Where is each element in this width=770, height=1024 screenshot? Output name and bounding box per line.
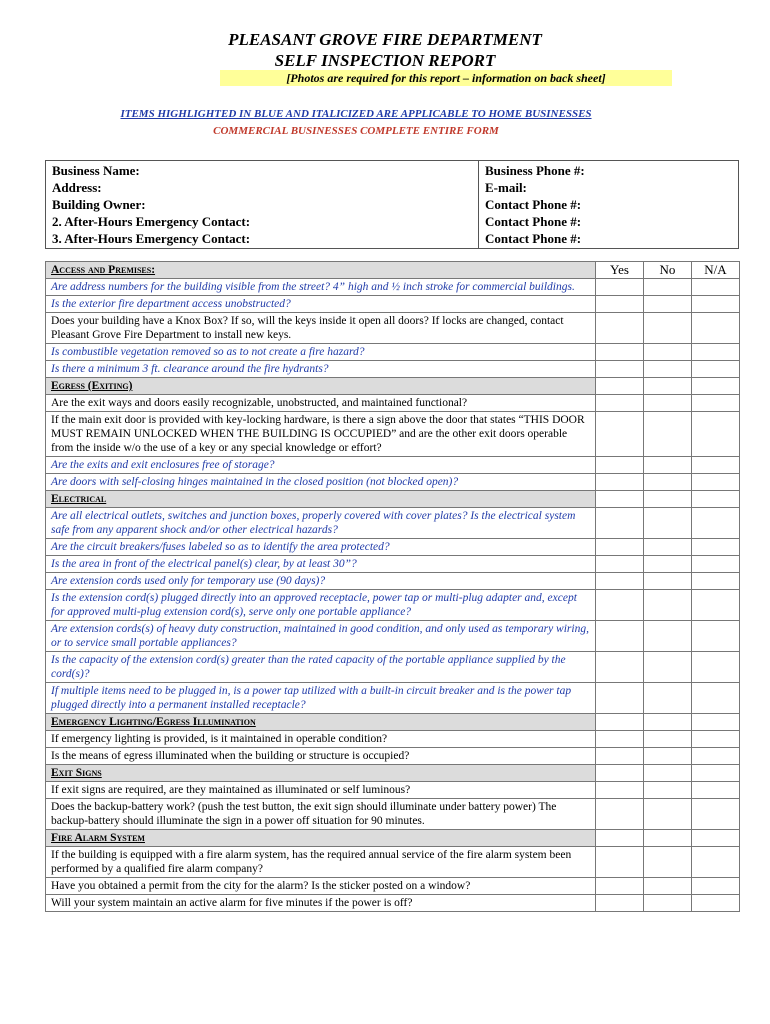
answer-na-cell[interactable]: [692, 895, 740, 912]
question-text: If the main exit door is provided with key-locking hardware, is there a sign above the door that states “THIS DOOR MUST REMAIN UNLOCKED WHEN THE BUILDING IS OCCUPIED” and are the other exit doors operable from the inside w/o the use of a key or any special knowledge or effort?: [46, 412, 596, 457]
blank-cell: [692, 491, 740, 508]
answer-na-cell[interactable]: [692, 731, 740, 748]
section-title: [46, 714, 596, 731]
table-row: [46, 895, 740, 912]
section-title: [46, 491, 596, 508]
answer-yes-cell[interactable]: [596, 361, 644, 378]
blank-cell: [644, 378, 692, 395]
section-title-text: Exit Signs: [51, 767, 102, 779]
question-text: If the building is equipped with a fire alarm system, has the required annual service of the fire alarm system been performed by a qualified fire alarm company?: [46, 847, 596, 878]
answer-no-cell[interactable]: [644, 590, 692, 621]
answer-yes-cell[interactable]: [596, 895, 644, 912]
table-row: [46, 748, 740, 765]
home-business-notice: [0, 108, 712, 120]
question-text: Does your building have a Knox Box? If so, will the keys inside it open all doors? If locks are changed, contact Pleasant Grove Fire Department to install new keys.: [46, 313, 596, 344]
answer-no-cell[interactable]: [644, 556, 692, 573]
answer-yes-cell[interactable]: [596, 621, 644, 652]
question-text: Are all electrical outlets, switches and junction boxes, properly covered with cover plates? Is the electrical system safe from any apparent shock and/or other electrical hazards?: [46, 508, 596, 539]
answer-no-cell[interactable]: [644, 683, 692, 714]
answer-na-cell[interactable]: [692, 508, 740, 539]
section-title-text: Egress (Exiting): [51, 380, 133, 392]
table-row: [46, 799, 740, 830]
blank-cell: [644, 765, 692, 782]
question-text: Are address numbers for the building visible from the street? 4” high and ½ inch stroke for commercial buildings.: [46, 279, 596, 296]
answer-na-cell[interactable]: [692, 474, 740, 491]
blank-cell: [692, 378, 740, 395]
question-text: Is the area in front of the electrical panel(s) clear, by at least 30”?: [46, 556, 596, 573]
table-row: [46, 683, 740, 714]
answer-na-cell[interactable]: [692, 782, 740, 799]
answer-yes-cell[interactable]: [596, 395, 644, 412]
title-line-2: SELF INSPECTION REPORT: [274, 51, 496, 70]
table-row: [46, 731, 740, 748]
table-row: [46, 878, 740, 895]
answer-na-cell[interactable]: [692, 799, 740, 830]
table-row: [46, 361, 740, 378]
question-text: Is the capacity of the extension cord(s) greater than the rated capacity of the portable appliance supplied by the cord(s)?: [46, 652, 596, 683]
question-text: If multiple items need to be plugged in, is a power tap utilized with a built-in circuit breaker and is the power tap plugged directly into a permanent installed receptacle?: [46, 683, 596, 714]
answer-na-cell[interactable]: [692, 296, 740, 313]
answer-yes-cell[interactable]: [596, 652, 644, 683]
contact-phone-label: Contact Phone #:: [485, 214, 582, 229]
answer-no-cell[interactable]: [644, 799, 692, 830]
answer-no-cell[interactable]: [644, 539, 692, 556]
answer-no-cell[interactable]: [644, 508, 692, 539]
section-title-text: Emergency Lighting/Egress Illumination: [51, 716, 256, 728]
table-row: [46, 556, 740, 573]
answer-yes-cell[interactable]: [596, 799, 644, 830]
answer-yes-cell[interactable]: [596, 556, 644, 573]
column-header-yes: Yes: [596, 262, 644, 279]
question-text: If emergency lighting is provided, is it maintained in operable condition?: [46, 731, 596, 748]
answer-na-cell[interactable]: [692, 344, 740, 361]
blank-cell: [692, 765, 740, 782]
question-text: Will your system maintain an active alarm for five minutes if the power is off?: [46, 895, 596, 912]
answer-yes-cell[interactable]: [596, 590, 644, 621]
section-title: [46, 378, 596, 395]
answer-no-cell[interactable]: [644, 878, 692, 895]
section-header-row: [46, 830, 740, 847]
table-row: [46, 474, 740, 491]
question-text: Are extension cords used only for temporary use (90 days)?: [46, 573, 596, 590]
contact-phone-label: Contact Phone #:: [485, 197, 582, 212]
table-row: [46, 313, 740, 344]
blank-cell: [644, 830, 692, 847]
answer-na-cell[interactable]: [692, 878, 740, 895]
answer-no-cell[interactable]: [644, 652, 692, 683]
emergency-contact-3-label: 3. After-Hours Emergency Contact:: [52, 231, 251, 246]
answer-no-cell[interactable]: [644, 847, 692, 878]
answer-na-cell[interactable]: [692, 412, 740, 457]
answer-yes-cell[interactable]: [596, 508, 644, 539]
answer-na-cell[interactable]: [692, 621, 740, 652]
answer-no-cell[interactable]: [644, 279, 692, 296]
section-header-row: [46, 765, 740, 782]
answer-no-cell[interactable]: [644, 782, 692, 799]
answer-yes-cell[interactable]: [596, 296, 644, 313]
answer-na-cell[interactable]: [692, 590, 740, 621]
answer-yes-cell[interactable]: [596, 279, 644, 296]
question-text: Are the exit ways and doors easily recognizable, unobstructed, and maintained functional?: [46, 395, 596, 412]
question-text: Is the means of egress illuminated when the building or structure is occupied?: [46, 748, 596, 765]
question-text: If exit signs are required, are they maintained as illuminated or self luminous?: [46, 782, 596, 799]
section-title: [46, 830, 596, 847]
section-header-row: [46, 714, 740, 731]
blank-cell: [692, 714, 740, 731]
question-text: Are the exits and exit enclosures free of storage?: [46, 457, 596, 474]
table-row: [46, 296, 740, 313]
answer-yes-cell[interactable]: [596, 573, 644, 590]
question-text: Have you obtained a permit from the city for the alarm? Is the sticker posted on a window?: [46, 878, 596, 895]
section-title: [46, 765, 596, 782]
answer-na-cell[interactable]: [692, 361, 740, 378]
answer-yes-cell[interactable]: [596, 313, 644, 344]
email-label: E-mail:: [485, 180, 527, 195]
question-text: Are the circuit breakers/fuses labeled so as to identify the area protected?: [46, 539, 596, 556]
answer-na-cell[interactable]: [692, 539, 740, 556]
table-row: [46, 621, 740, 652]
answer-no-cell[interactable]: [644, 621, 692, 652]
answer-na-cell[interactable]: [692, 748, 740, 765]
section-header-row: [46, 491, 740, 508]
answer-yes-cell[interactable]: [596, 748, 644, 765]
column-header-na: N/A: [692, 262, 740, 279]
answer-yes-cell[interactable]: [596, 782, 644, 799]
answer-na-cell[interactable]: [692, 573, 740, 590]
table-row: [46, 457, 740, 474]
answer-na-cell[interactable]: [692, 683, 740, 714]
photo-notice: [Photos are required for this report – information on back sheet]: [220, 70, 672, 86]
emergency-contact-2-label: 2. After-Hours Emergency Contact:: [52, 214, 251, 229]
answer-na-cell[interactable]: [692, 847, 740, 878]
column-header-no: No: [644, 262, 692, 279]
answer-yes-cell[interactable]: [596, 731, 644, 748]
answer-na-cell[interactable]: [692, 457, 740, 474]
answer-na-cell[interactable]: [692, 556, 740, 573]
answer-no-cell[interactable]: [644, 361, 692, 378]
blank-cell: [596, 491, 644, 508]
business-info-table: [45, 160, 739, 249]
table-row: [46, 652, 740, 683]
question-text: Are doors with self-closing hinges maintained in the closed position (not blocked open)?: [46, 474, 596, 491]
answer-na-cell[interactable]: [692, 313, 740, 344]
answer-yes-cell[interactable]: [596, 847, 644, 878]
answer-no-cell[interactable]: [644, 412, 692, 457]
answer-no-cell[interactable]: [644, 573, 692, 590]
title-line-1: PLEASANT GROVE FIRE DEPARTMENT: [228, 30, 542, 49]
blank-cell: [596, 714, 644, 731]
section-header-row: [46, 262, 740, 279]
business-name-label: Business Name:: [52, 163, 140, 178]
answer-yes-cell[interactable]: [596, 539, 644, 556]
answer-na-cell[interactable]: [692, 395, 740, 412]
section-title-text: Electrical: [51, 493, 107, 505]
table-row: [46, 344, 740, 361]
answer-na-cell[interactable]: [692, 279, 740, 296]
section-title-text: Access and Premises:: [51, 264, 156, 276]
table-row: [46, 782, 740, 799]
inspection-table: [45, 261, 740, 912]
table-row: [46, 395, 740, 412]
blank-cell: [596, 378, 644, 395]
answer-no-cell[interactable]: [644, 296, 692, 313]
blank-cell: [596, 765, 644, 782]
table-row: [46, 573, 740, 590]
answer-yes-cell[interactable]: [596, 344, 644, 361]
answer-yes-cell[interactable]: [596, 457, 644, 474]
section-header-row: [46, 378, 740, 395]
contact-phone-label: Contact Phone #:: [485, 231, 582, 246]
home-business-notice-text: ITEMS HIGHLIGHTED IN BLUE AND ITALICIZED ARE APPLICABLE TO HOME BUSINESSES: [120, 108, 592, 120]
answer-no-cell[interactable]: [644, 731, 692, 748]
section-title: [46, 262, 596, 279]
question-text: Is combustible vegetation removed so as to not create a fire hazard?: [46, 344, 596, 361]
question-text: Is the exterior fire department access unobstructed?: [46, 296, 596, 313]
table-row: [46, 279, 740, 296]
answer-na-cell[interactable]: [692, 652, 740, 683]
table-row: [46, 590, 740, 621]
answer-no-cell[interactable]: [644, 474, 692, 491]
answer-yes-cell[interactable]: [596, 683, 644, 714]
table-row: [46, 508, 740, 539]
answer-yes-cell[interactable]: [596, 878, 644, 895]
answer-no-cell[interactable]: [644, 457, 692, 474]
question-text: Is there a minimum 3 ft. clearance around the fire hydrants?: [46, 361, 596, 378]
question-text: Is the extension cord(s) plugged directly into an approved receptacle, power tap or multi-plug adapter and, except for approved multi-plug extension cord(s), serve only one portable appliance?: [46, 590, 596, 621]
business-phone-label: Business Phone #:: [485, 163, 585, 178]
answer-no-cell[interactable]: [644, 395, 692, 412]
blank-cell: [644, 714, 692, 731]
table-row: [46, 412, 740, 457]
blank-cell: [692, 830, 740, 847]
answer-no-cell[interactable]: [644, 895, 692, 912]
question-text: Does the backup-battery work? (push the test button, the exit sign should illuminate under battery power) The backup-battery should illuminate the sign in a power off situation for 90 minutes.: [46, 799, 596, 830]
table-row: [46, 847, 740, 878]
address-label: Address:: [52, 180, 102, 195]
blank-cell: [596, 830, 644, 847]
blank-cell: [644, 491, 692, 508]
answer-yes-cell[interactable]: [596, 412, 644, 457]
commercial-notice: COMMERCIAL BUSINESSES COMPLETE ENTIRE FORM: [213, 125, 499, 137]
answer-no-cell[interactable]: [644, 748, 692, 765]
table-row: [46, 539, 740, 556]
answer-yes-cell[interactable]: [596, 474, 644, 491]
answer-no-cell[interactable]: [644, 344, 692, 361]
answer-no-cell[interactable]: [644, 313, 692, 344]
question-text: Are extension cords(s) of heavy duty construction, maintained in good condition, and only used as temporary wiring, or to service small portable appliances?: [46, 621, 596, 652]
section-title-text: Fire Alarm System: [51, 832, 145, 844]
building-owner-label: Building Owner:: [52, 197, 146, 212]
business-info-right: [479, 161, 739, 249]
business-info-left: [46, 161, 479, 249]
